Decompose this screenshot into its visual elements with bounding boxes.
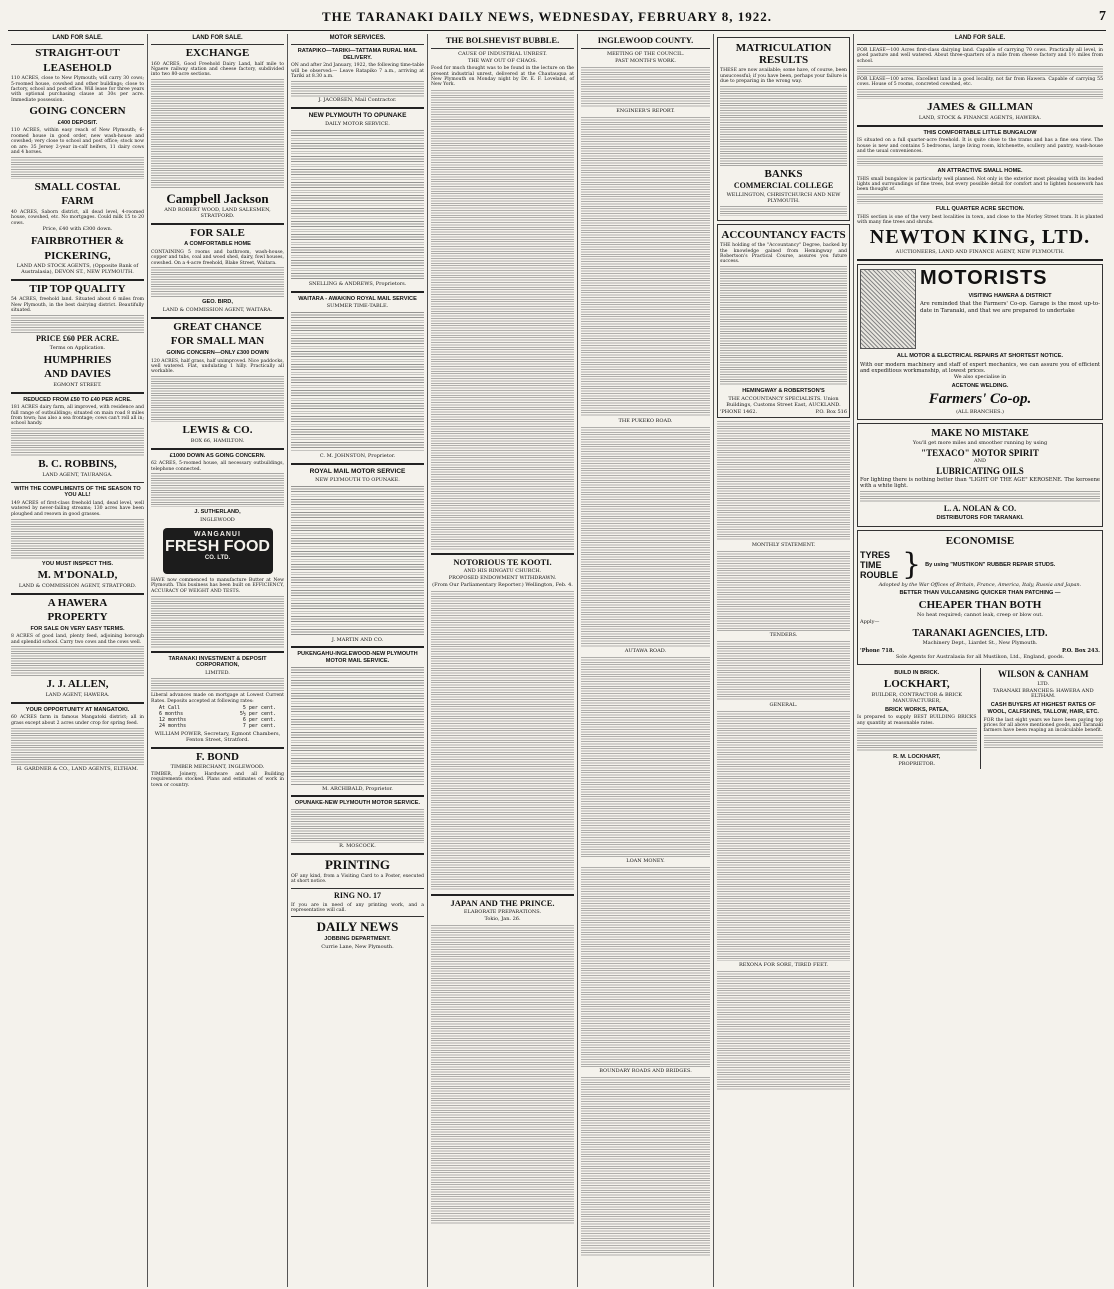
- ad-body: ON and after 2nd January, 1922, the following time-table will be observed:— Leave Ratapiko 7 a.m., arriving at Tariki at 8.30 a.m.: [291, 63, 424, 80]
- agent-name: J. J. ALLEN,: [46, 678, 109, 691]
- article-subheading: GENERAL.: [769, 702, 798, 709]
- ad-heading: FARM: [61, 195, 94, 208]
- agent-address: INGLEWOOD: [200, 517, 235, 524]
- agent-address: AUCTIONEERS, LAND AND FINANCE AGENT, NEW PLYMOUTH.: [895, 249, 1065, 256]
- agent-address: AND ROBERT WOOD, LAND SALESMEN, STRATFORD.: [164, 206, 271, 219]
- logo-text: WANGANUI: [194, 530, 241, 538]
- ad-heading: AN ATTRACTIVE SMALL HOME.: [937, 167, 1023, 174]
- ad-subheading: FOR SALE ON VERY EASY TERMS.: [30, 625, 125, 632]
- ad-heading: FOR SMALL MAN: [170, 335, 265, 348]
- article-subheading: PROPOSED ENDOWMENT WITHDRAWN.: [448, 574, 557, 581]
- ad-distributor: L. A. NOLAN & CO.: [943, 503, 1017, 513]
- ad-heading: CHEAPER THAN BOTH: [918, 599, 1042, 612]
- timetable: [291, 312, 424, 452]
- ad-terms: Terms on Application.: [49, 344, 106, 351]
- agent-name: B. C. ROBBINS,: [38, 458, 117, 471]
- article-headline: INGLEWOOD COUNTY.: [597, 35, 694, 45]
- section-heading: MOTOR SERVICES.: [291, 34, 424, 45]
- agent-name: M. M'DONALD,: [37, 569, 118, 582]
- text-block: [291, 81, 424, 97]
- ad-heading: REDUCED FROM £50 TO £40 PER ACRE.: [23, 396, 132, 403]
- article-headline: JAPAN AND THE PRINCE.: [450, 897, 555, 908]
- agent-name: FAIRBROTHER &: [31, 234, 124, 247]
- ad-subheading: JOBBING DEPARTMENT.: [324, 936, 391, 943]
- ad-text: Adopted by the War Offices of Britain, France, America, Italy, Russia and Japan.: [878, 581, 1082, 588]
- ad-body: FOR LEASE—100 Acres first-class dairying land. Capable of carrying 70 cows. Practically all level, in good pasture and well watered. About three-quarters of a mile from cheese factory and 1½ miles from school.: [857, 48, 1103, 64]
- ad-heading: SMALL COSTAL: [34, 180, 121, 193]
- bottom-ads: [857, 668, 1103, 769]
- ad-text: AND: [974, 458, 986, 465]
- texaco-ad: [857, 423, 1103, 527]
- ad-body: 160 ACRES, Good Freehold Dairy Land, half mile to Ngaere railway station and cheese factory, subdivided into two 80-acre sections.: [151, 61, 284, 78]
- ad-heading: PUKENGAHU-INGLEWOOD-NEW PLYMOUTH MOTOR MAIL SERVICE.: [297, 651, 418, 664]
- ad-signature: SNELLING & ANDREWS, Proprietors.: [308, 280, 407, 287]
- ad-heading: RATAPIKO—TARIKI—TATTAMA RURAL MAIL DELIVERY.: [297, 48, 418, 61]
- ad-subheading: LIMITED.: [205, 669, 230, 676]
- ad-address: WELLINGTON, CHRISTCHURCH AND NEW PLYMOUTH.: [726, 192, 841, 204]
- agent-address: LAND AGENT, HAWERA.: [45, 691, 110, 698]
- column-6: [714, 34, 854, 1287]
- word: ROUBLE: [860, 570, 898, 581]
- article-text: [431, 90, 574, 550]
- timetable: [291, 486, 424, 636]
- divider: [291, 853, 424, 855]
- article-body: Food for much thought was to be found in the lecture on the present industrial unrest, delivered at the Chautauqua at New Plymouth on Monday night by Dr. E. F. Loveland, of New York.: [431, 66, 574, 88]
- ad-body: 110 ACRES, close to New Plymouth; will carry 30 cows; 5-roomed house, cowshed and other buildings; close to factory, school and post office. Will lease for three years with optional purchasing clause at 30s per acre. Immediate possession.: [11, 76, 144, 103]
- divider: [291, 916, 424, 917]
- rate-term: At Call: [159, 705, 181, 712]
- section-heading: LAND FOR SALE.: [151, 34, 284, 45]
- ad-phone: 'PHONE 1462.: [720, 408, 758, 415]
- divider: [291, 107, 424, 109]
- article-text: [581, 867, 710, 1067]
- brace-icon: }: [902, 547, 922, 583]
- agent-address: LAND & COMMISSION AGENT, STRATFORD.: [18, 582, 137, 589]
- ad-body: FOR the last eight years we have been paying top prices for all above mentioned goods, and Taranaki farmers have been reaping an incalculable benefit.: [983, 717, 1104, 734]
- agent-name: GEO. BIRD,: [202, 299, 233, 306]
- agent-address: LAND AGENT, TAURANGA.: [42, 471, 113, 478]
- text-block: [11, 428, 144, 456]
- newton-king-logo: NEWTON KING, LTD.: [869, 225, 1091, 248]
- ad-heading: A HAWERA: [47, 596, 108, 609]
- ad-heading: MAKE NO MISTAKE: [931, 427, 1029, 439]
- rate-value: 6 per cent.: [242, 716, 276, 723]
- ad-body: 54 ACRES, freehold land. Situated about 6 miles from New Plymouth, in the best dairying district. Beautifully situated.: [11, 297, 144, 314]
- agent-address: LAND & COMMISSION AGENT, WAITARA.: [162, 307, 273, 313]
- ad-body: OF any kind, from a Visiting Card to a Poster, executed at short notice.: [291, 874, 424, 885]
- divider: [431, 48, 574, 49]
- article-text: [431, 925, 574, 1225]
- ad-subheading: ACETONE WELDING.: [951, 382, 1009, 389]
- ad-price: PRICE £60 PER ACRE.: [35, 334, 120, 343]
- motorists-ad: [857, 264, 1103, 420]
- agent-name: WILSON & CANHAM: [997, 668, 1089, 679]
- divider: [291, 463, 424, 465]
- ad-text: (ALL BRANCHES.): [956, 409, 1004, 416]
- ad-contact: [860, 648, 1100, 654]
- lockhart-ad: [857, 668, 977, 769]
- ad-signature: WILLIAM POWER, Secretary, Egmont Chambers, Fenton Street, Stratford.: [154, 730, 281, 743]
- article-dateline: (From Our Parliamentary Reporter.) Wellington, Feb. 4.: [432, 581, 573, 588]
- ad-body: Is prepared to supply BEST BUILDING BRICKS any quantity at reasonable rates.: [857, 715, 977, 726]
- article-text: [717, 421, 850, 541]
- ad-heading: ECONOMISE: [945, 534, 1015, 547]
- ad-text: We also specialise in: [953, 373, 1007, 380]
- agent-address: BOX 66, HAMILTON.: [190, 437, 245, 444]
- text-block: [11, 157, 144, 179]
- text-block: [857, 728, 977, 752]
- ad-firm: TARANAKI AGENCIES, LTD.: [912, 627, 1048, 639]
- ad-subheading: £400 DEPOSIT.: [57, 119, 98, 126]
- article-subheading: THE WAY OUT OF CHAOS.: [467, 58, 538, 65]
- agent-name: LOCKHART,: [883, 678, 950, 691]
- ad-heading: BUILD IN BRICK.: [894, 669, 940, 676]
- text-block: [151, 376, 284, 422]
- ad-body: THE holding of the "Accountancy" Degree, backed by the knowledge gained from Hemingway and Robertson's Practical Course, assures you future success.: [720, 243, 847, 265]
- rate-term: 6 months: [159, 711, 184, 718]
- ad-signature: M. ARCHIBALD, Proprietor.: [322, 785, 393, 792]
- ad-text: No heat required; cannot leak, creep or blow out.: [917, 612, 1043, 619]
- ad-subheading: NEW PLYMOUTH TO OPUNAKE.: [315, 476, 400, 483]
- column-7: [854, 34, 1106, 1287]
- rate-term: 24 months: [159, 722, 187, 729]
- divider: [151, 317, 284, 319]
- ad-heading: NEW PLYMOUTH TO OPUNAKE: [308, 112, 407, 120]
- ad-subheading: DAILY MOTOR SERVICE.: [325, 120, 390, 127]
- agent-name: JAMES & GILLMAN: [927, 101, 1033, 114]
- divider: [291, 795, 424, 797]
- ad-body: CONTAINING 5 rooms and bathroom, wash-house, copper and tubs, coal and wood shed, dairy, fowl houses, cowshed. On a 4-acre freehold, Blake Street, Waitara.: [151, 249, 284, 266]
- divider: [151, 223, 284, 225]
- divider: [857, 259, 1103, 261]
- ad-address: Machinery Dept., Liardet St., New Plymouth.: [922, 639, 1038, 646]
- ad-body: HAVE now commenced to manufacture Butter at New Plymouth. This business has been built on EFFICIENCY, ACCURACY OF WEIGHT AND TESTS.: [151, 577, 284, 594]
- text-block: [151, 79, 284, 189]
- ad-heading: MATRICULATION RESULTS: [735, 42, 832, 66]
- ad-heading: GREAT CHANCE: [173, 320, 262, 333]
- ad-text: Apply—: [860, 619, 880, 625]
- ad-heading: ACCOUNTANCY FACTS: [721, 228, 846, 241]
- ad-subheading: BRICK WORKS, PATEA,: [885, 706, 949, 713]
- divider: [11, 279, 144, 281]
- agent-name: F. BOND: [196, 750, 239, 763]
- ad-subheading: ALL MOTOR & ELECTRICAL REPAIRS AT SHORTEST NOTICE.: [896, 353, 1064, 360]
- agent-address: LAND, STOCK & FINANCE AGENTS, HAWERA.: [918, 114, 1042, 121]
- article-subheading: CAUSE OF INDUSTRIAL UNREST.: [458, 51, 547, 58]
- ad-heading: STRAIGHT-OUT: [35, 47, 120, 60]
- ad-subheading: BUILDER, CONTRACTOR & BRICK MANUFACTURER,: [871, 691, 962, 704]
- ad-heading: WAITARA - AWAKINO ROYAL MAIL SERVICE: [298, 295, 417, 302]
- article-headline: THE BOLSHEVIST BUBBLE.: [445, 35, 560, 45]
- text-block: [857, 156, 1103, 166]
- ad-heading: THIS COMFORTABLE LITTLE BUNGALOW: [923, 129, 1037, 136]
- ad-subheading: VISITING HAWERA & DISTRICT: [968, 292, 1052, 299]
- ad-body: 40 ACRES, Saborn district, all dead level, 4-roomed house, cowshed, etc. No mortgages. Could milk 15 to 20 cows.: [11, 209, 144, 226]
- logo-text: FRESH FOOD: [165, 538, 270, 556]
- article-text: [581, 67, 710, 107]
- article-text: [581, 657, 710, 857]
- agent-address: LAND AND STOCK AGENTS, (Opposite Bank of Australasia), DEVON ST., NEW PLYMOUTH.: [16, 263, 139, 275]
- ad-address: Currie Lane, New Plymouth.: [321, 943, 394, 950]
- ad-heading: OPUNAKE-NEW PLYMOUTH MOTOR SERVICE.: [294, 800, 421, 807]
- ad-signature: PROPRIETOR.: [898, 761, 936, 768]
- text-block: [857, 66, 1103, 76]
- ad-body: 110 ACRES, within easy reach of New Plymouth; 6-roomed house in good order, new wash-house and cowshed; very close to school and post office; stock now on are: 35 Jersey 2-year in-calf heifers, 11 dairy cows and 4 horses.: [11, 128, 144, 155]
- columns: [8, 34, 1106, 1287]
- rates-table: [159, 706, 276, 730]
- ad-heading: £1000 DOWN AS GOING CONCERN.: [169, 452, 266, 459]
- text-block: [11, 519, 144, 559]
- rate-value: 7 per cent.: [242, 722, 276, 729]
- divider: [581, 48, 710, 49]
- divider: [431, 894, 574, 896]
- matriculation-ad: [717, 37, 850, 221]
- ad-body: 181 ACRES dairy farm, all improved, with residence and full range of outbuildings; situated on main road 8 miles from town; has also a sea frontage; cows can't roll all in; school handy.: [11, 405, 144, 427]
- ad-body: If you are in need of any printing work, and a representative will call.: [291, 902, 424, 914]
- text-block: [720, 206, 847, 216]
- ad-subheading: BETTER THAN VULCANISING QUICKER THAN PATCHING —: [899, 590, 1061, 597]
- text-block: [984, 735, 1104, 749]
- rate-row: [159, 724, 276, 730]
- masthead-title: THE TARANAKI DAILY NEWS, WEDNESDAY, FEBRUARY 8, 1922.: [322, 9, 772, 24]
- ad-signature: R. MOSCOCK.: [339, 843, 376, 850]
- divider: [431, 553, 574, 555]
- divider: [11, 482, 144, 483]
- ad-box: P.O. Box 516: [815, 408, 847, 415]
- ad-text: Sole Agents for Australasia for all Mustikon, Ltd., England, goods.: [895, 653, 1065, 660]
- page-number: 7: [1099, 9, 1106, 24]
- ad-heading: PROPERTY: [47, 611, 108, 624]
- ad-signature: J. MARTIN AND CO.: [331, 636, 384, 643]
- ad-address: THE ACCOUNTANCY SPECIALISTS. Union Buildings, Customs Street East, AUCKLAND.: [726, 395, 841, 408]
- article-text: [581, 1077, 710, 1257]
- text-block: [151, 596, 284, 648]
- divider: [151, 448, 284, 450]
- ad-heading: MOTORISTS: [920, 267, 1048, 290]
- article-subheading: MONTHLY STATEMENT.: [751, 542, 816, 549]
- divider: [291, 291, 424, 293]
- column-2: [148, 34, 288, 1287]
- ad-heading: COMMERCIAL COLLEGE: [733, 181, 834, 191]
- ad-subheading: By using "MUSTIKON" RUBBER REPAIR STUDS.: [925, 561, 1056, 568]
- timetable: [291, 130, 424, 280]
- divider: [151, 651, 284, 653]
- ad-product: LUBRICATING OILS: [936, 466, 1024, 477]
- masthead: [8, 4, 1106, 31]
- ad-subheading: CASH BUYERS AT HIGHEST RATES OF WOOL, CALFSKINS, TALLOW, HAIR, ETC.: [987, 702, 1099, 715]
- section-heading: LAND FOR SALE.: [857, 34, 1103, 45]
- column-5: [578, 34, 714, 1287]
- divider: [11, 702, 144, 704]
- agent-name: LEWIS & CO.: [182, 424, 253, 437]
- ad-product: "TEXACO" MOTOR SPIRIT: [921, 447, 1039, 458]
- ad-body: FOR LEASE—100 acres. Excellent land in a good locality, not far from Hawera. Capable of carrying 55 cows. House of 5 rooms, concreted cowshed, etc.: [857, 77, 1103, 88]
- article-text: [717, 551, 850, 631]
- ad-body: THIS small bungalow is particularly well planned. Not only is the exterior most pleasing with its leaded lights and surroundings of fine trees, but every possible detail for comfort and to lighten housework has been thought of.: [857, 176, 1103, 193]
- ad-body: 8 ACRES of good land, plenty feed, adjoining borough and splendid school. Carry two cows and the cows well.: [11, 634, 144, 645]
- ad-subheading: GOING CONCERN—ONLY £300 DOWN: [166, 349, 269, 356]
- ad-heading: FULL QUARTER ACRE SECTION.: [935, 206, 1025, 213]
- ad-text: You'll get more miles and smoother running by using: [912, 439, 1048, 446]
- agent-name: HUMPHRIES: [43, 353, 112, 366]
- article-subheading: MEETING OF THE COUNCIL.: [606, 51, 684, 58]
- text-block: [11, 315, 144, 333]
- agent-address: TIMBER MERCHANT, INGLEWOOD.: [170, 764, 265, 771]
- rate-value: 5 per cent.: [242, 705, 276, 712]
- article-text: [717, 971, 850, 1091]
- agent-name: Campbell Jackson: [166, 191, 269, 207]
- agent-name: J. SUTHERLAND,: [194, 509, 241, 516]
- article-subheading: TENDERS.: [769, 632, 798, 639]
- ad-subheading: SUMMER TIME-TABLE.: [326, 303, 389, 310]
- divider: [151, 747, 284, 749]
- ad-body: 60 ACRES farm in famous Mangatoki district; all in grass except about 2 acres under crop for spring feed.: [11, 715, 144, 726]
- text-block: [860, 491, 1100, 503]
- ad-heading: BANKS: [764, 167, 803, 180]
- logo-text: CO. LTD.: [204, 555, 231, 562]
- ad-heading: EXCHANGE: [185, 47, 250, 60]
- ad-phone: 'Phone 718.: [860, 647, 895, 654]
- text-block: [720, 86, 847, 166]
- ad-heading: LEASEHOLD: [43, 61, 112, 74]
- tyres-time-trouble: [860, 547, 1100, 583]
- article-subheading: LOAN MONEY.: [626, 857, 665, 864]
- ad-body: Are reminded that the Farmers' Co-op. Garage is the most up-to-date in Taranaki, and that we are prepared to undertake: [920, 301, 1100, 314]
- ad-body: 120 ACRES, half grass, half unimproved. Nice paddocks, well watered. Flat, undulating 1 hilly. Practically all workable.: [151, 358, 284, 375]
- ad-heading: FOR SALE: [190, 226, 245, 239]
- column-3: [288, 34, 428, 1287]
- article-text: [431, 591, 574, 891]
- ad-body: THESE are now available; some have, of course, been unsuccessful; if you have been, perhaps your failure is due to preparing in the wrong way.: [720, 68, 847, 84]
- section-heading: LAND FOR SALE.: [11, 34, 144, 45]
- text-block: [720, 266, 847, 386]
- article-subheading: ELABORATE PREPARATIONS.: [463, 909, 542, 916]
- text-block: [151, 267, 284, 297]
- ad-body: For lighting there is nothing better than "LIGHT OF THE AGE" KEROSENE. The kerosene with a white light.: [860, 476, 1100, 490]
- divider: [291, 888, 424, 889]
- agent-address: EGMONT STREET.: [53, 381, 102, 388]
- ad-body: 149 ACRES of first-class freehold land, dead level, well watered by never-failing streams; 130 acres have been ploughed and resown in good grasses.: [11, 500, 144, 517]
- rate-term: 12 months: [159, 716, 187, 723]
- article-text: [717, 641, 850, 701]
- ad-heading: WITH THE COMPLIMENTS OF THE SEASON TO YOU ALL!: [14, 485, 141, 499]
- text-block: [857, 89, 1103, 99]
- ad-firm: HEMINGWAY & ROBERTSON'S: [742, 388, 825, 395]
- text-block: [151, 678, 284, 692]
- ad-signature: C. M. JOHNSTON, Proprietor.: [319, 453, 396, 460]
- ad-heading: YOU MUST INSPECT THIS.: [41, 560, 114, 567]
- article-subheading: REXONA FOR SORE, TIRED FEET.: [739, 962, 828, 969]
- wilson-canham-ad: [980, 668, 1104, 769]
- ad-signature: R. M. LOCKHART,: [893, 753, 941, 760]
- article-headline: NOTORIOUS TE KOOTI.: [453, 556, 552, 567]
- ad-price: Price, £40 with £300 down.: [42, 226, 113, 233]
- divider: [11, 392, 144, 394]
- ad-heading: TIP TOP QUALITY: [29, 282, 126, 295]
- ad-box: P.O. Box 243.: [1061, 647, 1100, 654]
- column-1: [8, 34, 148, 1287]
- ad-signature: J. JACOBSEN, Mail Contractor.: [318, 97, 397, 104]
- divider: [857, 125, 1103, 127]
- ad-body: Liberal advances made on mortgage at Lowest Current Rates. Deposits accepted at following rates:: [151, 693, 284, 704]
- ad-body: TIMBER, Joinery, Hardware and all Building requirements stocked. Plans and estimates of work in town or country.: [151, 771, 284, 788]
- rate-value: 5½ per cent.: [239, 711, 276, 718]
- text-block: [291, 809, 424, 843]
- ad-body: With our modern machinery and staff of expert mechanics, we can assure you of efficient and expeditious workmanship, at lowest prices.: [860, 361, 1100, 374]
- article-subheading: THE PUKEKO ROAD.: [618, 418, 673, 425]
- text-block: [11, 728, 144, 766]
- agent-name: PICKERING,: [44, 249, 111, 262]
- article-dateline: Tokio, Jan. 26.: [484, 916, 521, 922]
- word: TYRES: [860, 549, 891, 560]
- agent-address: H. GARDNER & CO., LAND AGENTS, ELTHAM.: [16, 766, 139, 773]
- tyres-words: [860, 550, 898, 581]
- ad-heading: RING NO. 17: [334, 890, 381, 900]
- timetable: [291, 667, 424, 785]
- article-subheading: PAST MONTH'S WORK.: [615, 58, 676, 65]
- ad-heading: DAILY NEWS: [316, 919, 399, 935]
- divider: [11, 593, 144, 595]
- ad-body: THIS section is one of the very best localities in town, and close to the Morley Street tram. It is planted with many fine trees and shrubs.: [857, 214, 1103, 226]
- column-4: [428, 34, 578, 1287]
- article-subheading: ENGINEER'S REPORT.: [616, 108, 675, 115]
- ad-contact: [720, 410, 847, 416]
- article-subheading: AND HIS RINGATU CHURCH.: [463, 568, 542, 575]
- ad-subheading: DISTRIBUTORS FOR TARANAKI.: [936, 515, 1024, 522]
- ad-subheading: A COMFORTABLE HOME: [184, 241, 251, 248]
- motorist-illustration: [860, 269, 916, 349]
- ad-subheading: TARANAKI BRANCHES: HAWERA AND ELTHAM.: [992, 687, 1094, 700]
- article-text: [717, 711, 850, 961]
- ad-heading: TARANAKI INVESTMENT & DEPOSIT CORPORATION,: [168, 655, 267, 669]
- ad-heading: GOING CONCERN: [29, 105, 126, 118]
- ad-body: 62 ACRES, 5-roomed house, all necessary outbuildings, telephone connected.: [151, 461, 284, 472]
- word: TIME: [860, 559, 882, 570]
- ad-text: LTD.: [1037, 680, 1050, 687]
- divider: [291, 646, 424, 648]
- text-block: [11, 646, 144, 676]
- farmers-coop-logo: Farmers' Co-op.: [928, 391, 1032, 408]
- text-block: [857, 194, 1103, 204]
- article-subheading: BOUNDARY ROADS AND BRIDGES.: [599, 1067, 692, 1074]
- accountancy-ad: [717, 224, 850, 419]
- text-block: [151, 473, 284, 507]
- agent-name: AND DAVIES: [44, 368, 111, 381]
- article-subheading: AUTAWA ROAD.: [624, 647, 667, 654]
- ad-heading: ROYAL MAIL MOTOR SERVICE: [309, 467, 406, 475]
- wanganui-fresh-food-logo: [163, 528, 273, 574]
- article-text: [581, 117, 710, 417]
- ad-body: IS situated on a full quarter-acre freehold. It is quite close to the trams and has a fine sea view. The house is new and contains 5 bedrooms, large living room, kitchenette, scullery and pantry, wash-house and the usual conveniences.: [857, 138, 1103, 155]
- article-text: [581, 427, 710, 647]
- mustikon-ad: [857, 530, 1103, 665]
- ad-heading: PRINTING: [324, 857, 390, 873]
- ad-heading: YOUR OPPORTUNITY AT MANGATOKI.: [25, 706, 130, 713]
